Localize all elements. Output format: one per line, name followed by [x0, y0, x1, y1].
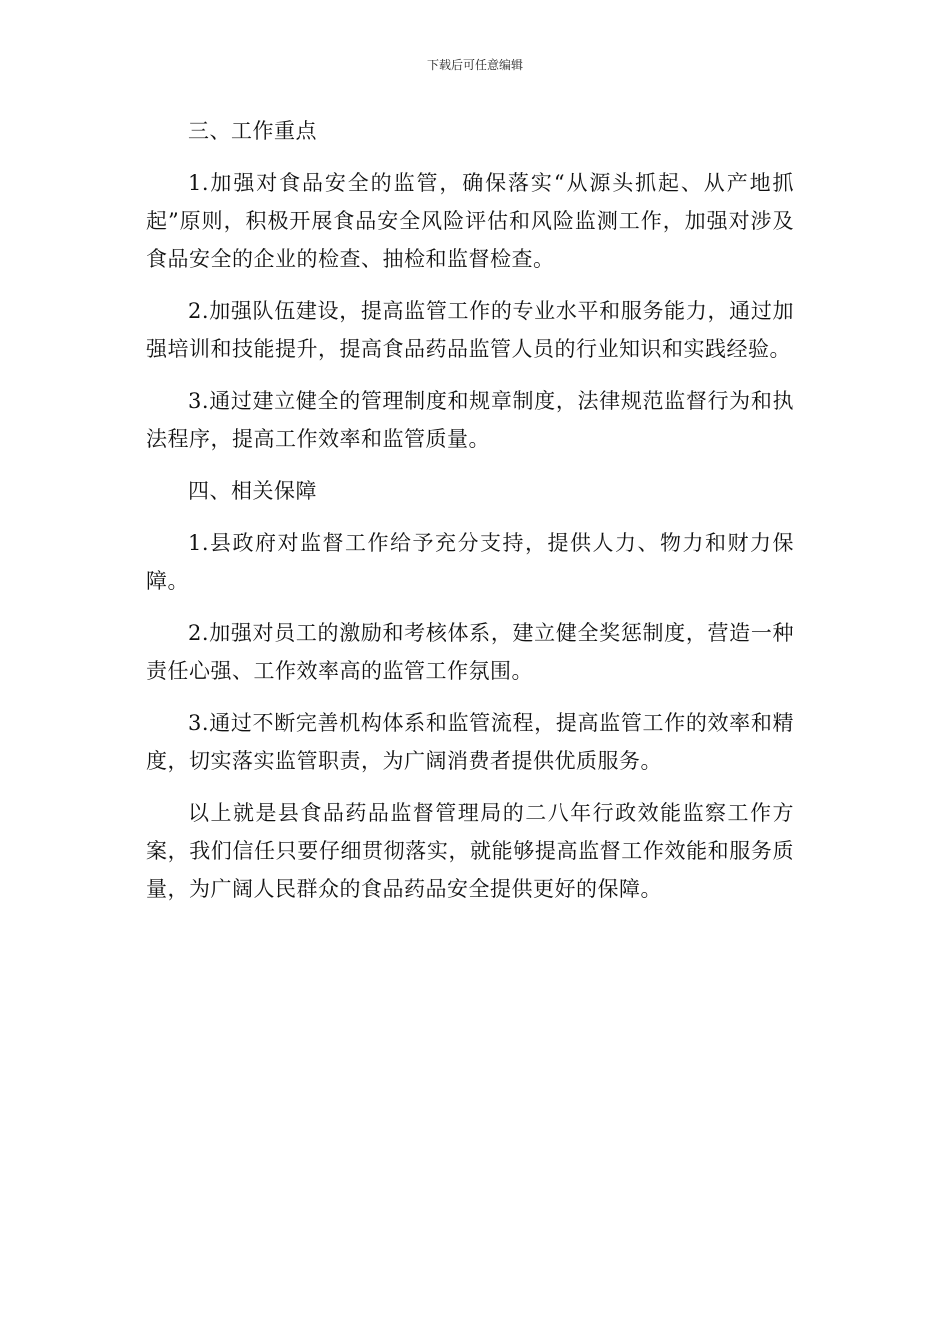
document-body	[146, 112, 794, 922]
paragraph: 2.加强对员工的激励和考核体系，建立健全奖惩制度，营造一种责任心强、工作效率高的监管工作氛围。	[146, 621, 794, 683]
paragraph: 2.加强队伍建设，提高监管工作的专业水平和服务能力，通过加强培训和技能提升，提高食品药品监管人员的行业知识和实践经验。	[146, 299, 794, 361]
paragraph: 1.县政府对监督工作给予充分支持，提供人力、物力和财力保障。	[146, 531, 794, 593]
paragraph: 1.加强对食品安全的监管，确保落实“从源头抓起、从产地抓起”原则，积极开展食品安全风险评估和风险监测工作，加强对涉及食品安全的企业的检查、抽检和监督检查。	[146, 171, 794, 271]
section-heading-work-focus: 三、工作重点	[188, 119, 317, 143]
section-heading-guarantees: 四、相关保障	[188, 479, 317, 503]
paragraph: 3.通过建立健全的管理制度和规章制度，法律规范监督行为和执法程序，提高工作效率和监管质量。	[146, 389, 794, 451]
paragraph: 3.通过不断完善机构体系和监管流程，提高监管工作的效率和精度，切实落实监管职责，为广阔消费者提供优质服务。	[146, 711, 794, 773]
closing-paragraph: 以上就是县食品药品监督管理局的二八年行政效能监察工作方案，我们信任只要仔细贯彻落实，就能够提高监督工作效能和服务质量，为广阔人民群众的食品药品安全提供更好的保障。	[146, 801, 794, 901]
page-header-note: 下载后可任意编辑	[426, 58, 523, 72]
